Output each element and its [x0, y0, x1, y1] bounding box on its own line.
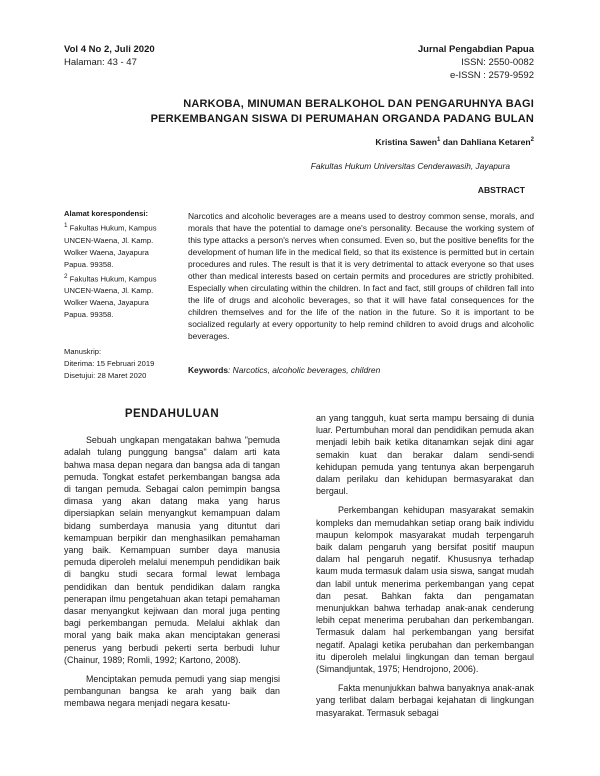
volume-label: Vol 4 No 2, Juli 2020: [64, 44, 155, 55]
keywords-value: : Narcotics, alcoholic beverages, children: [228, 365, 381, 375]
issn-label: ISSN: 2550-0082: [461, 57, 534, 68]
eissn-label: e-ISSN : 2579-9592: [450, 70, 534, 81]
correspondence-address-2: [64, 271, 174, 322]
paper-title: [150, 97, 534, 127]
paragraph: an yang tangguh, kuat serta mampu bersaing di dunia luar. Pertumbuhan moral dan pendidikan pemuda akan menjadi lebih baik ketika ditanamkan sejak dini agar semakin kuat dan berakar dalam sendi-sendi kehidupan pemuda yang tentunya akan berpengaruh dalam perilaku dan kehidupan bermasyarakat dan bergaul.: [316, 413, 534, 497]
body-column-right: [316, 412, 534, 726]
authors: [180, 137, 534, 147]
corr1-sup: 1: [64, 222, 68, 229]
author-separator: dan: [440, 137, 461, 147]
paragraph: Perkembangan kehidupan masyarakat semakin kompleks dan memudahkan setiap orang baik individu maupun kelompok masyarakat mudah terpengaruh baik dalam pengaruh yang bersifat positif maupun dalam hal pengaruh negatif. Khususnya terhadap kaum muda termasuk dalam usia siswa, sangat mudah dan labil untuk menerima perkembangan yang cepat dan pesat. Bahkan fakta dan pengamatan menunjukkan bahwa terhadap anak-anak cenderung lebih cepat menerima perubahan dan perkembangan. Termasuk dalam hal perkembangan yang bersifat negatif. Apalagi ketika perubahan dan perkembangan itu diperoleh melalui lingkungan dan teman bergaul (Simandjuntak, 1975; Hendrojono, 2006).: [316, 505, 534, 675]
corr1-text: Fakultas Hukum, Kampus UNCEN-Waena, Jl. Kamp. Wolker Waena, Jayapura Papua. 99358.: [64, 223, 157, 269]
correspondence-sidebar: [64, 208, 174, 321]
manuscript-sidebar: [64, 346, 174, 382]
journal-info: [398, 43, 534, 82]
journal-name: Jurnal Pengabdian Papua: [417, 44, 534, 55]
paragraph: Fakta menunjukkan bahwa banyaknya anak-anak yang terlibat dalam berbagai kejahatan di lingkungan masyarakat. Termasuk sebagai: [316, 683, 534, 718]
title-line-2: PERKEMBANGAN SISWA DI PERUMAHAN ORGANDA PADANG BULAN: [150, 113, 534, 125]
corr2-text: Fakultas Hukum, Kampus UNCEN-Waena, Jl. Kamp. Wolker Waena, Jayapura Papua. 99358.: [64, 274, 157, 320]
title-line-1: NARKOBA, MINUMAN BERALKOHOL DAN PENGARUHNYA BAGI: [183, 98, 534, 110]
body-column-left: [64, 406, 280, 717]
correspondence-label: Alamat korespondensi:: [64, 209, 148, 218]
affiliation: Fakultas Hukum Universitas Cenderawasih, Jayapura: [310, 161, 510, 171]
manuscript-label: Manuskrip:: [64, 347, 102, 356]
accepted-date: Disetujui: 28 Maret 2020: [64, 371, 147, 380]
section-title: PENDAHULUAN: [124, 408, 220, 420]
keywords: [188, 365, 534, 375]
journal-issue-info: [64, 43, 155, 69]
keywords-label: Keywords: [188, 365, 229, 375]
correspondence-address-1: [64, 220, 174, 271]
author-1: Kristina Sawen: [375, 137, 438, 147]
paragraph: Sebuah ungkapan mengatakan bahwa "pemuda adalah tulang punggung bangsa" dalam arti kata bahwa masa depan negara dan bangsa ada di tangan pemuda. Tongkat estafet perkembangan bangsa ada di tangan pemuda. Sebagai calon pemimpin bangsa dimasa yang akan datang maka yang harus dipersiapkan selain menyangkut kemampuan dalam bidang sumberdaya manusia yang dituntut dari kemampuan berpikir dan menghasilkan pemahaman yang baik. Kemampuan sumber daya manusia pemuda diperoleh melalui menempuh pendidikan baik di bangku studi secara formal lewat lembaga pendidikan dan bentuk pendidikan dalam rangka penerapan ilmu pengetahuan akan tetapi pemahaman dasar menyangkut kejiwaan dan moral juga penting bagi perkembangan pemuda. Melalui akhlak dan moral yang baik maka akan menciptakan generasi penerus yang berbudi pekerti serta berbudi luhur (Chainur, 1989; Romli, 1992; Kartono, 2008).: [64, 435, 280, 665]
author-2: Dahliana Ketaren: [460, 137, 531, 147]
received-date: Diterima: 15 Februari 2019: [64, 359, 155, 368]
abstract-heading: ABSTRACT: [477, 185, 525, 195]
author-1-sup: 1: [437, 137, 441, 144]
abstract-text: Narcotics and alcoholic beverages are a means used to destroy common sense, morals, and morals that have the potential to damage one's personality. Because the working system of this type attacks a person's nerves when consumed. Even so, but the positive benefits for the development of human life in the medical field, so that its existence is permitted but in certain procedures and rules. The result is that it is very detrimental to attack everyone so that uses other than medical interests based on certain permits and procedures are strictly prohibited. Especially when circulating within the children. In fact and fact, still groups of children fall into the life of drugs and alcoholic beverages, so that it will have fatal consequences for the children themselves and for the life of the nation in the future. So it is important to be socialized regularly at every opportunity to help remind children to avoid drugs and alcoholic beverages.: [188, 211, 534, 341]
paragraph: Menciptakan pemuda pemudi yang siap mengisi pembangunan bangsa ke arah yang baik dan membawa negara menjadi negara kesatu-: [64, 674, 280, 709]
corr2-sup: 2: [64, 272, 68, 280]
pages-label: Halaman: 43 - 47: [64, 57, 137, 68]
author-2-sup: 2: [530, 137, 534, 144]
